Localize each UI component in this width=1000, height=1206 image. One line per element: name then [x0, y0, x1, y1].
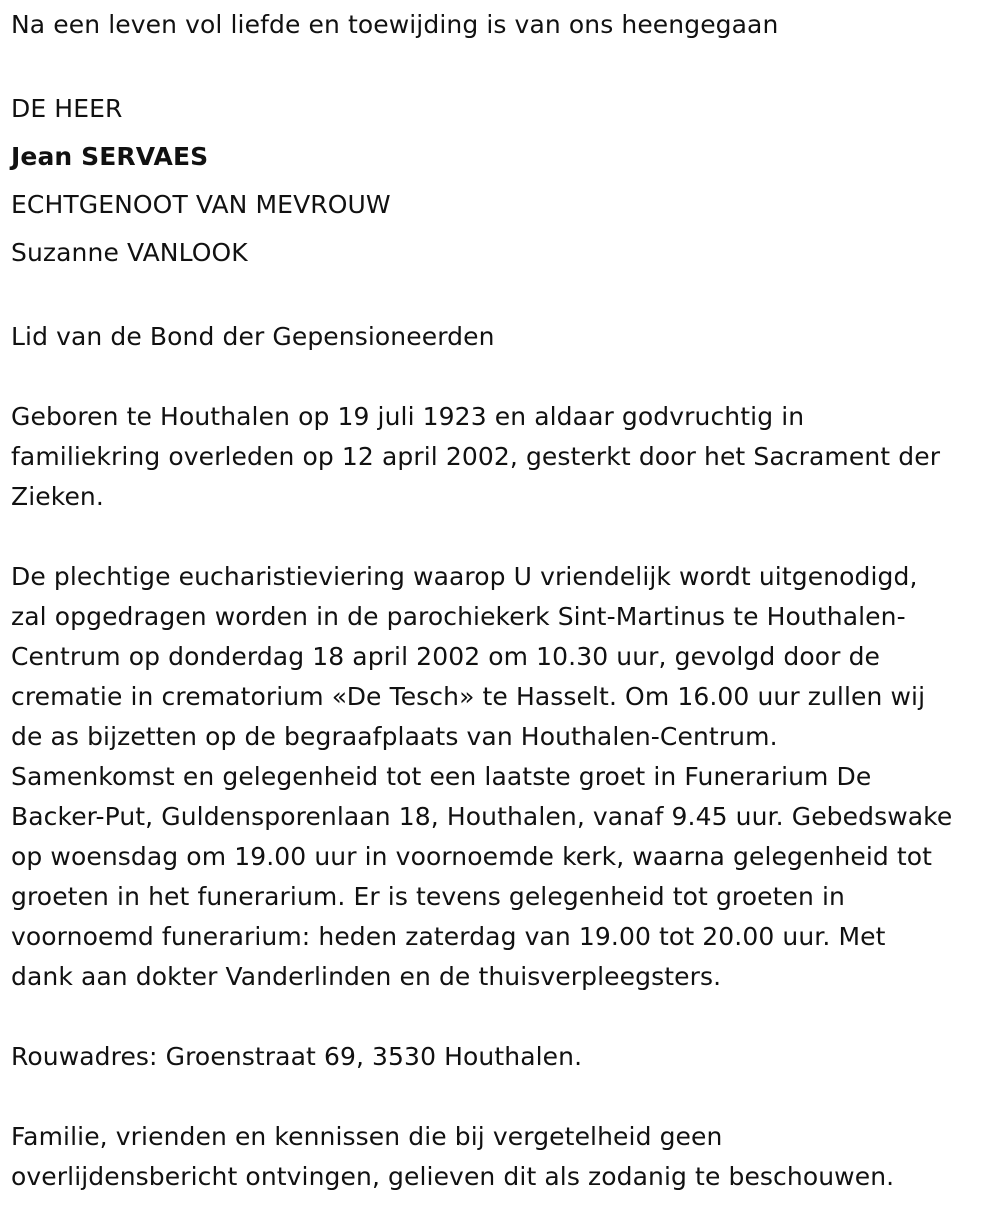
- honorific: DE HEER: [11, 94, 123, 123]
- spouse-label: ECHTGENOOT VAN MEVROUW: [11, 190, 391, 219]
- paragraph-line: de as bijzetten op de begraafplaats van Houthalen-Centrum.: [11, 722, 778, 751]
- membership-text: Lid van de Bond der Gepensioneerden: [11, 322, 495, 351]
- paragraph-line: Familie, vrienden en kennissen die bij vergetelheid geen: [11, 1122, 723, 1151]
- paragraph-line: familiekring overleden op 12 april 2002, gesterkt door het Sacrament der: [11, 442, 941, 471]
- paragraph-line: crematie in crematorium «De Tesch» te Hasselt. Om 16.00 uur zullen wij: [11, 682, 926, 711]
- paragraph-line: groeten in het funerarium. Er is tevens gelegenheid tot groeten in: [11, 882, 846, 911]
- birth-death-paragraph: [11, 397, 996, 517]
- paragraph-line: op woensdag om 19.00 uur in voornoemde kerk, waarna gelegenheid tot: [11, 842, 933, 871]
- intro-text: Na een leven vol liefde en toewijding is van ons heengegaan: [11, 10, 779, 39]
- deceased-block: [11, 85, 996, 277]
- spacer: [11, 357, 996, 397]
- closing-paragraph: [11, 1117, 996, 1197]
- mourning-address: Rouwadres: Groenstraat 69, 3530 Houthalen.: [11, 1042, 583, 1071]
- paragraph-line: voornoemd funerarium: heden zaterdag van 19.00 tot 20.00 uur. Met: [11, 922, 886, 951]
- paragraph-line: Geboren te Houthalen op 19 juli 1923 en aldaar godvruchtig in: [11, 402, 805, 431]
- paragraph-line: Backer-Put, Guldensporenlaan 18, Houthalen, vanaf 9.45 uur. Gebedswake: [11, 802, 953, 831]
- spacer: [11, 517, 996, 557]
- spouse-name: Suzanne VANLOOK: [11, 238, 248, 267]
- paragraph-line: dank aan dokter Vanderlinden en de thuisverpleegsters.: [11, 962, 722, 991]
- spacer: [11, 1077, 996, 1117]
- deceased-name: Jean SERVAES: [11, 142, 209, 171]
- paragraph-line: Zieken.: [11, 482, 104, 511]
- spacer: [11, 277, 996, 317]
- paragraph-line: overlijdensbericht ontvingen, gelieven dit als zodanig te beschouwen.: [11, 1162, 895, 1191]
- spacer: [11, 45, 996, 85]
- obituary-notice: [11, 5, 996, 1197]
- paragraph-line: De plechtige eucharistieviering waarop U vriendelijk wordt uitgenodigd,: [11, 562, 918, 591]
- paragraph-line: Centrum op donderdag 18 april 2002 om 10.30 uur, gevolgd door de: [11, 642, 881, 671]
- paragraph-line: Samenkomst en gelegenheid tot een laatste groet in Funerarium De: [11, 762, 872, 791]
- ceremony-paragraph: [11, 557, 996, 997]
- paragraph-line: zal opgedragen worden in de parochiekerk Sint-Martinus te Houthalen-: [11, 602, 906, 631]
- spacer: [11, 997, 996, 1037]
